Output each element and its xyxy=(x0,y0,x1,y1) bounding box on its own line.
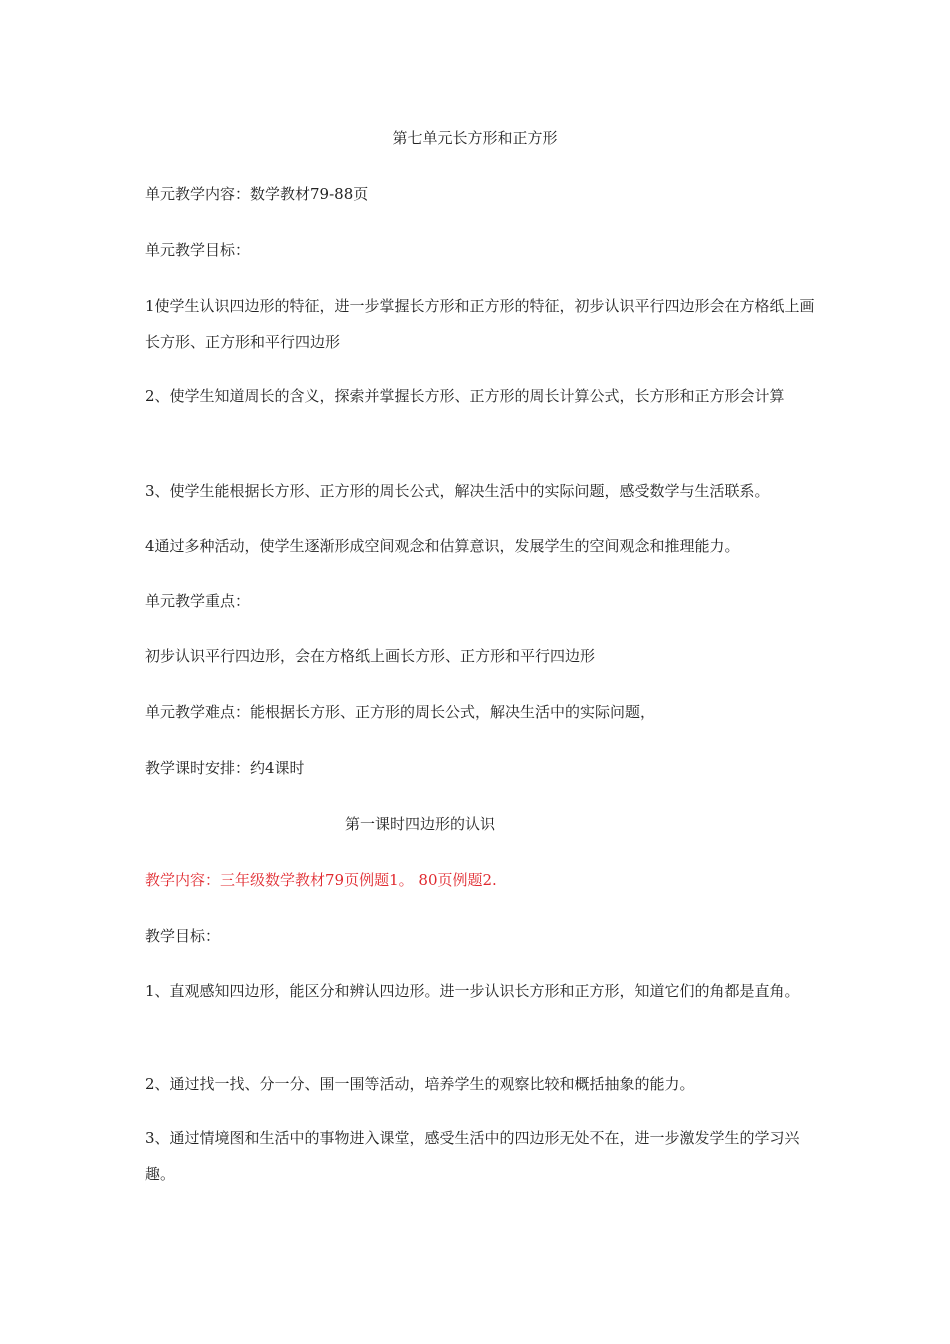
lesson-goal-3: 3、通过情境图和生活中的事物进入课堂，感受生活中的四边形无处不在，进一步激发学生的学习兴趣。 xyxy=(145,1129,800,1183)
key-points-heading: 单元教学重点： xyxy=(145,592,251,610)
unit-goal-3: 3、使学生能根据长方形、正方形的周长公式，解决生活中的实际问题，感受数学与生活联系。 xyxy=(145,482,770,500)
unit-goal-4: 4通过多种活动，使学生逐渐形成空间观念和估算意识，发展学生的空间观念和推理能力。 xyxy=(145,537,740,555)
unit-goal-1: 1使学生认识四边形的特征，进一步掌握长方形和正方形的特征，初步认识平行四边形会在方格纸上画长方形、正方形和平行四边形 xyxy=(145,297,815,351)
lesson-goal-2: 2、通过找一找、分一分、围一围等活动，培养学生的观察比较和概括抽象的能力。 xyxy=(145,1075,695,1093)
unit-title: 第七单元长方形和正方形 xyxy=(392,129,558,147)
lesson-schedule: 教学课时安排：约4课时 xyxy=(145,759,305,777)
unit-goal-2: 2、使学生知道周长的含义，探索并掌握长方形、正方形的周长计算公式，长方形和正方形会计算 xyxy=(145,387,785,405)
unit-content: 单元教学内容：数学教材79-88页 xyxy=(145,185,369,203)
lesson-title: 第一课时四边形的认识 xyxy=(345,815,496,833)
unit-difficulty: 单元教学难点：能根据长方形、正方形的周长公式，解决生活中的实际问题， xyxy=(145,703,656,721)
unit-goals-heading: 单元教学目标： xyxy=(145,241,251,259)
key-points: 初步认识平行四边形，会在方格纸上画长方形、正方形和平行四边形 xyxy=(145,647,596,665)
lesson-goal-1: 1、直观感知四边形，能区分和辨认四边形。进一步认识长方形和正方形，知道它们的角都是直角。 xyxy=(145,982,800,1000)
lesson-goals-heading: 教学目标： xyxy=(145,927,221,945)
lesson-content: 教学内容：三年级数学教材79页例题1。 80页例题2. xyxy=(145,871,497,889)
